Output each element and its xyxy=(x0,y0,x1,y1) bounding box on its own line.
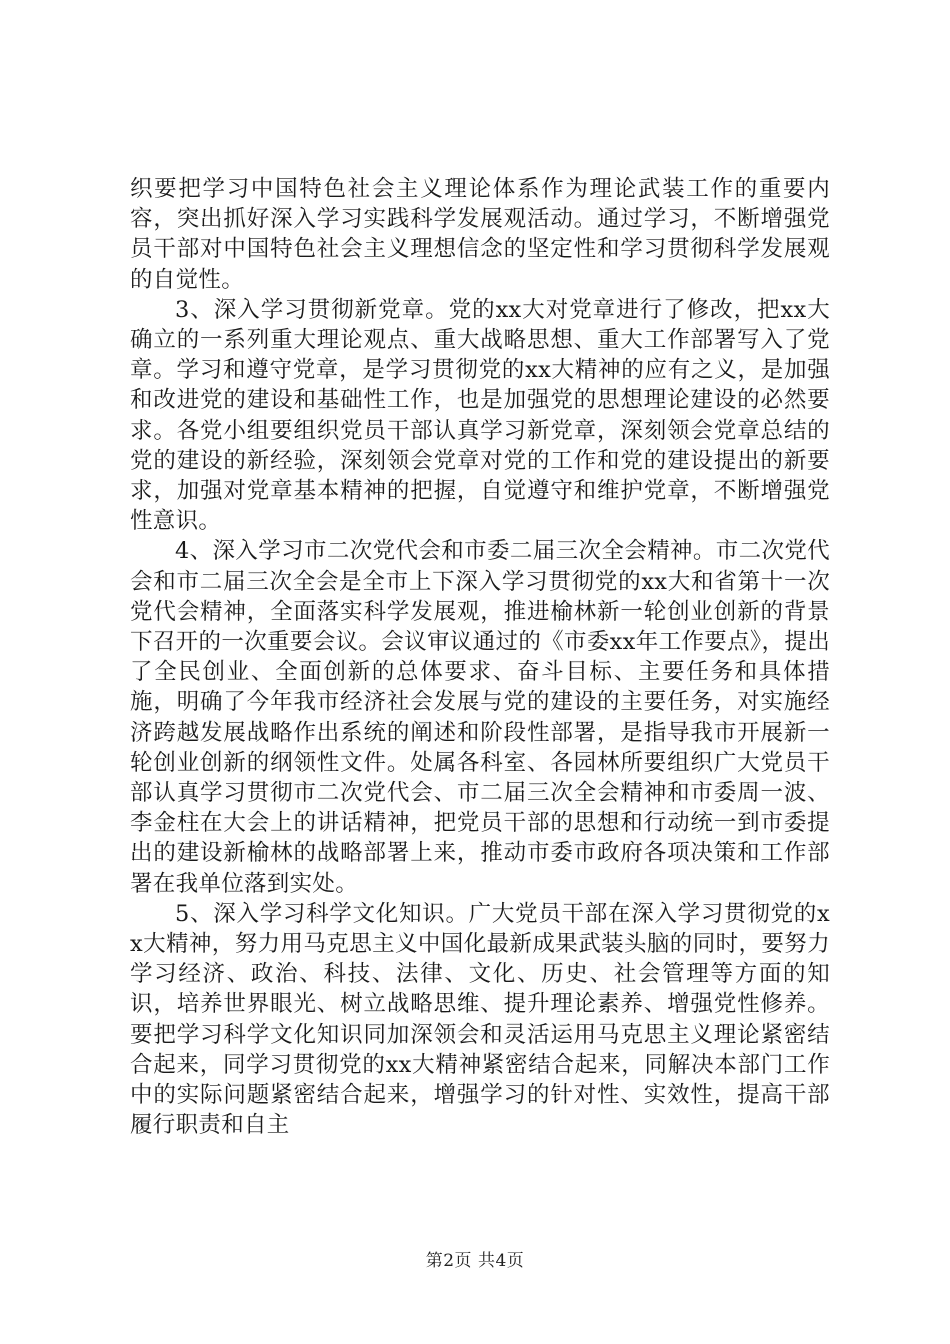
paragraph-item-5: 5、深入学习科学文化知识。广大党员干部在深入学习贯彻党的xx大精神，努力用马克思主义中国化最新成果武装头脑的同时，要努力学习经济、政治、科技、法律、文化、历史、社会管理等方面的知识，培养世界眼光、树立战略思维、提升理论素养、增强党性修养。要把学习科学文化知识同加深领会和灵活运用马克思主义理论紧密结合起来，同学习贯彻党的xx大精神紧密结合起来，同解决本部门工作中的实际问题紧密结合起来，增强学习的针对性、实效性，提高干部履行职责和自主 xyxy=(130,900,830,1139)
paragraph-item-3: 3、深入学习贯彻新党章。党的xx大对党章进行了修改，把xx大确立的一系列重大理论观点、重大战略思想、重大工作部署写入了党章。学习和遵守党章，是学习贯彻党的xx大精神的应有之义，是加强和改进党的建设和基础性工作，也是加强党的思想理论建设的必然要求。各党小组要组织党员干部认真学习新党章，深刻领会党章总结的党的建设的新经验，深刻领会党章对党的工作和党的建设提出的新要求，加强对党章基本精神的把握，自觉遵守和维护党章，不断增强党性意识。 xyxy=(130,296,830,535)
page-footer: 第2页 共4页 xyxy=(425,1251,525,1271)
paragraph-item-4: 4、深入学习市二次党代会和市委二届三次全会精神。市二次党代会和市二届三次全会是全市上下深入学习贯彻党的xx大和省第十一次党代会精神，全面落实科学发展观，推进榆林新一轮创业创新的背景下召开的一次重要会议。会议审议通过的《市委xx年工作要点》，提出了全民创业、全面创新的总体要求、奋斗目标、主要任务和具体措施，明确了今年我市经济社会发展与党的建设的主要任务，对实施经济跨越发展战略作出系统的阐述和阶段性部署，是指导我市开展新一轮创业创新的纲领性文件。处属各科室、各园林所要组织广大党员干部认真学习贯彻市二次党代会、市二届三次全会精神和市委周一波、李金柱在大会上的讲话精神，把党员干部的思想和行动统一到市委提出的建设新榆林的战略部署上来，推动市委市政府各项决策和工作部署在我单位落到实处。 xyxy=(130,538,830,897)
paragraph-continued: 织要把学习中国特色社会主义理论体系作为理论武装工作的重要内容，突出抓好深入学习实践科学发展观活动。通过学习，不断增强党员干部对中国特色社会主义理想信念的坚定性和学习贯彻科学发展观的自觉性。 xyxy=(130,176,830,293)
document-body xyxy=(130,174,830,1141)
